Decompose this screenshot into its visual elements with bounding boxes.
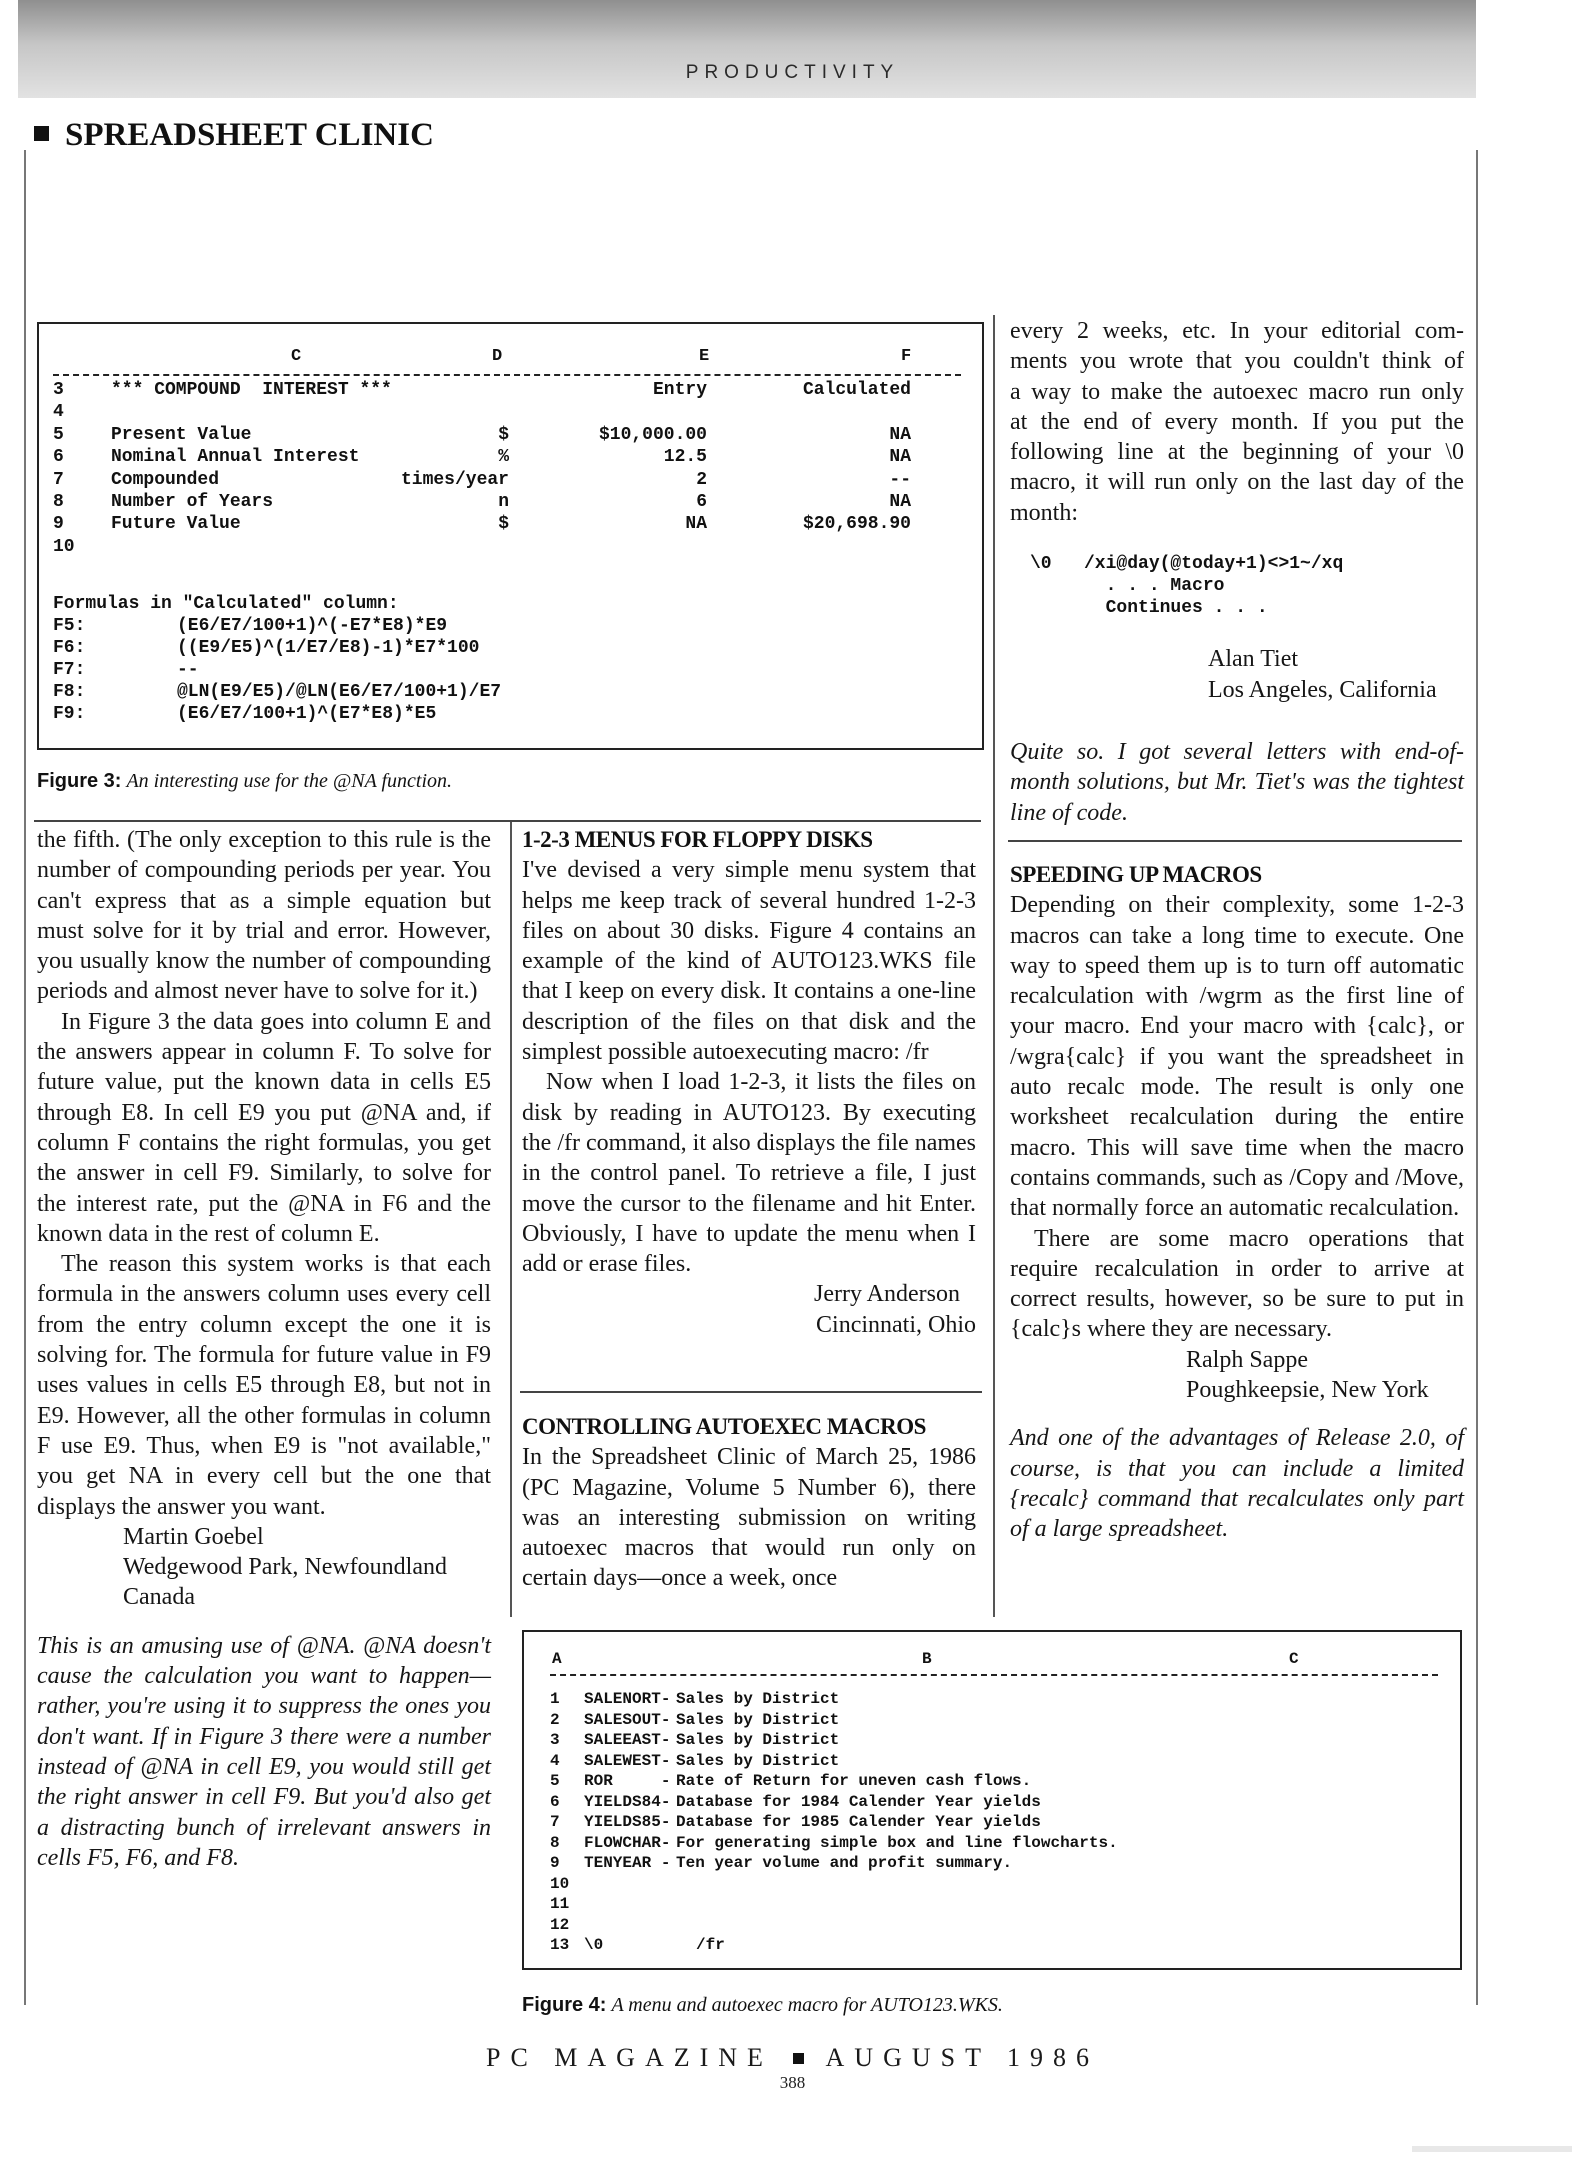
fig4-colheader-c: C [1289, 1650, 1299, 1668]
page-footer [0, 2043, 1585, 2073]
macro-code-snippet [1030, 554, 1460, 634]
fig3-row-calc: NA [889, 492, 911, 512]
fig4-row-filename: SALENORT- [584, 1690, 671, 1708]
fig3-row-unit: $ [498, 424, 509, 445]
letter-signature-tiet [1208, 644, 1478, 706]
fig3-row-number: 10 [53, 536, 75, 557]
fig4-row-description: Sales by District [676, 1710, 840, 1729]
fig3-row-label: Compounded [111, 469, 220, 490]
letter-line: every 2 weeks, etc. In your editorial com- [1010, 318, 1464, 344]
fig4-row-description: /fr [696, 1936, 725, 1954]
col2-paragraph-3: In the Spreadsheet Clinic of March 25, 1986 (PC Magazine, Volume 5 Number 6), there was an interesting submission on writing autoexec macros that would run only on certain days—once a week, once [522, 1444, 976, 1592]
right-page-rule [1476, 150, 1478, 2005]
fig4-row-filename: TENYEAR - [584, 1854, 671, 1872]
fig3-colheader-e: E [699, 347, 710, 366]
fig3-row-entry: 2 [696, 469, 707, 490]
fig3-formula-cell: F6: [53, 638, 86, 658]
figure4-caption [522, 1994, 1003, 2017]
fig3-row-number: 4 [53, 402, 64, 423]
fig4-row-number: 2 [550, 1710, 560, 1729]
fig4-colheader-b: B [922, 1650, 932, 1668]
macro-code-line-1: \0 /xi@day(@today+1)<>1~/xq [1030, 554, 1344, 574]
page-number: 388 [779, 2073, 806, 2092]
fig4-row-number: 11 [550, 1895, 570, 1913]
column-title-text: SPREADSHEET CLINIC [65, 117, 434, 153]
body-column-3 [1010, 860, 1464, 1545]
fig4-row-number: 7 [550, 1813, 560, 1831]
fig3-formula-cell: F8: [53, 682, 86, 702]
letter-line: macro, it will run only on the last day of the [1010, 469, 1464, 496]
fig3-row-number: 8 [53, 492, 64, 512]
figure4-spreadsheet [522, 1630, 1462, 1970]
editor-reply-goebel: This is an amusing use of @NA. @NA doesn't cause the calculation you want to happen—rather, you're using it to suppress the ones you don't want. If in Figure 3 there were a number instead of @NA in cell E9, you would still get the right answer in cell F9. But you'd also get a distracting bunch of irrelevant answers in cells F5, F6, and F8. [37, 1632, 491, 1871]
signature-place: Poughkeepsie, New York [1186, 1377, 1429, 1404]
left-page-rule [24, 150, 26, 2005]
fig3-formula-cell: F9: [53, 704, 86, 724]
footer-square-icon [793, 2053, 804, 2064]
figure3-caption-label: Figure 3: [37, 770, 122, 792]
bullet-square-icon [34, 126, 49, 141]
fig4-row-description: Sales by District [676, 1751, 840, 1770]
fig3-row-label: Future Value [111, 514, 241, 535]
fig4-row-number: 10 [550, 1874, 570, 1893]
rule-col3-top [1008, 840, 1462, 842]
fig4-dashed-rule [550, 1674, 1438, 1676]
fig4-row-number: 5 [550, 1772, 560, 1790]
fig3-row-number: 6 [53, 447, 64, 468]
fig4-row-number: 8 [550, 1833, 560, 1852]
fig3-row-entry: Entry [652, 380, 707, 400]
letter-autoexec-continued [1010, 316, 1464, 528]
letter-line: following line at the beginning of your \0 [1010, 439, 1464, 466]
fig3-row-entry: NA [685, 514, 707, 535]
editor-reply-text: Quite so. I got several letters with end-of-month solutions, but Mr. Tiet's was the tightest line of code. [1010, 739, 1464, 826]
figure3-spreadsheet [37, 322, 984, 750]
fig3-row-label: *** COMPOUND INTEREST *** [111, 380, 392, 400]
fig4-row-number: 1 [550, 1690, 560, 1708]
fig4-row-number: 9 [550, 1854, 560, 1872]
fig3-row-calc: NA [889, 424, 911, 445]
column-title [34, 117, 434, 154]
fig4-row-description: Sales by District [676, 1731, 840, 1749]
col3-paragraph-2: There are some macro operations that require recalculation in order to arrive at correct results, however, so be sure to put in {calc}s where they are necessary. [1010, 1225, 1464, 1343]
col1-paragraph-1: the fifth. (The only exception to this rule is the number of compounding periods per year. You can't express that as a simple equation but must solve for it by trial and error. However, you usually know the number of compounding periods and almost never have to solve for it.) [37, 827, 491, 1005]
signature-place: Wedgewood Park, Newfoundland [123, 1554, 447, 1581]
fig3-row-unit: times/year [400, 469, 509, 490]
fig4-row-number: 12 [550, 1915, 570, 1934]
signature-name: Alan Tiet [1208, 646, 1299, 672]
fig3-row-unit: % [498, 447, 509, 468]
letter-line: month: [1010, 499, 1079, 526]
section-heading-menus: 1-2-3 MENUS FOR FLOPPY DISKS [522, 827, 873, 852]
fig3-dashed-rule [53, 374, 961, 376]
fig3-row-label: Present Value [111, 424, 252, 445]
fig3-formula-cell: F5: [53, 616, 86, 636]
col1-paragraph-3: The reason this system works is that each formula in the answers column uses every cell from the entry column except the one it is solving for. The formula for future value in F9 uses values in cells E5 through E8, but not in E9. However, all the other formulas in column F use E9. Thus, when E9 is "not available," you get NA in every cell but the one that displays the answer you want. [37, 1251, 491, 1520]
signature-name: Jerry Anderson [814, 1281, 960, 1308]
fig3-row-unit: $ [498, 514, 509, 535]
rule-col2-mid [520, 1391, 982, 1393]
fig3-formula-expression: (E6/E7/100+1)^(E7*E8)*E5 [177, 704, 437, 724]
figure3-caption-text: An interesting use for the @NA function. [126, 770, 453, 792]
signature-place: Cincinnati, Ohio [816, 1311, 976, 1338]
fig3-row-label: Number of Years [111, 492, 274, 512]
signature-place: Los Angeles, California [1208, 677, 1437, 703]
fig3-colheader-c: C [291, 347, 302, 366]
fig4-row-filename: SALEEAST- [584, 1731, 671, 1749]
col3-paragraph-1: Depending on their complexity, some 1-2-3 macros can take a long time to execute. One way to speed them up is to turn off automatic recalculation with /wgrm as the first line of your macro. End your macro with {calc}, or /wgra{calc} if you want the spreadsheet in auto recalc mode. The result is only one worksheet recalculation during the entire macro. This will save time when the macro contains commands, such as /Copy and /Move, that normally force an automatic recalculation. [1010, 892, 1464, 1222]
fig4-row-filename: FLOWCHAR- [584, 1833, 671, 1852]
editor-reply-sappe: And one of the advantages of Release 2.0, of course, is that you can include a limited {recalc} command that recalculates only part of a large spreadsheet. [1010, 1425, 1464, 1543]
section-heading-autoexec: CONTROLLING AUTOEXEC MACROS [522, 1414, 926, 1439]
fig4-row-description: Ten year volume and profit summary. [676, 1854, 1013, 1872]
letter-lines [1010, 316, 1464, 528]
col2-paragraph-2: Now when I load 1-2-3, it lists the files on disk by reading in AUTO123. By executing the /fr command, it also displays the file names in the control panel. To retrieve a file, I just move the cursor to the filename and hit Enter. Obviously, I have to update the menu when I add or erase files. [522, 1069, 976, 1278]
scan-edge-mark [1412, 2146, 1572, 2152]
fig4-row-filename: \0 [584, 1936, 604, 1954]
letter-line: ments you wrote that you couldn't think of [1010, 348, 1464, 375]
fig4-row-filename: SALEWEST- [584, 1751, 671, 1770]
col1-paragraph-2: In Figure 3 the data goes into column E and the answers appear in column F. To solve for future value, put the known data in cells E5 through E8. In cell E9 you put @NA and, if column F contains the right formulas, you get the answer in cell F9. Similarly, to solve for the interest rate, put the @NA in F6 and the known data in the rest of column E. [37, 1008, 491, 1247]
letter-line: at the end of every month. If you put the [1010, 408, 1464, 435]
fig3-colheader-d: D [492, 347, 503, 366]
footer-magazine: PC MAGAZINE [485, 2043, 773, 2072]
fig3-formulas-heading: Formulas in "Calculated" column: [53, 594, 399, 614]
footer-issue: AUGUST 1986 [825, 2043, 1099, 2072]
fig3-row-number: 3 [53, 380, 64, 400]
figure4-caption-label: Figure 4: [522, 1994, 607, 2016]
fig4-row-number: 6 [550, 1792, 560, 1811]
fig3-row-entry: $10,000.00 [598, 424, 707, 445]
macro-code-line-2: . . . Macro [1030, 576, 1225, 596]
fig3-formula-cell: F7: [53, 660, 86, 680]
fig3-row-calc: $20,698.90 [802, 514, 911, 535]
fig4-row-description: Rate of Return for uneven cash flows. [676, 1772, 1032, 1790]
fig3-row-number: 5 [53, 424, 64, 445]
fig3-row-calc: -- [889, 469, 911, 490]
fig3-row-calc: NA [889, 447, 911, 468]
fig3-colheader-f: F [901, 347, 912, 366]
fig4-row-number: 4 [550, 1751, 560, 1770]
fig4-row-description: Database for 1985 Calender Year yields [676, 1813, 1041, 1831]
signature-name: Ralph Sappe [1186, 1346, 1308, 1373]
body-column-2-lower [522, 1412, 976, 1594]
fig3-row-number: 7 [53, 469, 64, 490]
fig3-row-unit: n [498, 492, 509, 512]
fig3-row-calc: Calculated [802, 380, 911, 400]
fig4-row-number: 3 [550, 1731, 560, 1749]
figure3-caption [37, 770, 452, 793]
fig3-formula-expression: @LN(E9/E5)/@LN(E6/E7/100+1)/E7 [177, 682, 502, 702]
fig4-colheader-a: A [552, 1650, 562, 1668]
editor-reply-tiet [1010, 737, 1464, 828]
fig4-row-filename: YIELDS84- [584, 1792, 671, 1811]
fig3-row-label: Nominal Annual Interest [111, 447, 360, 468]
macro-code-line-3: Continues . . . [1030, 598, 1268, 618]
section-label: PRODUCTIVITY [685, 62, 900, 83]
fig4-row-filename: YIELDS85- [584, 1813, 671, 1831]
signature-country: Canada [123, 1584, 195, 1611]
fig4-row-description: For generating simple box and line flowcharts. [676, 1833, 1118, 1852]
fig4-row-filename: ROR - [584, 1772, 671, 1790]
fig3-row-entry: 6 [696, 492, 707, 512]
fig3-formula-expression: ((E9/E5)^(1/E7/E8)-1)*E7*100 [177, 638, 480, 658]
figure4-caption-text: A menu and autoexec macro for AUTO123.WKS. [611, 1994, 1003, 2016]
fig3-row-number: 9 [53, 514, 64, 535]
fig4-row-description: Database for 1984 Calender Year yields [676, 1792, 1041, 1811]
fig3-formula-expression: (E6/E7/100+1)^(-E7*E8)*E9 [177, 616, 448, 636]
fig3-row-entry: 12.5 [663, 447, 707, 468]
letter-line: a way to make the autoexec macro run only [1010, 378, 1464, 405]
fig3-formula-expression: -- [177, 660, 199, 680]
rule-under-figure3 [34, 820, 981, 822]
signature-name: Martin Goebel [123, 1523, 264, 1550]
gutter-rule-2 [993, 315, 995, 1617]
body-column-2 [522, 825, 976, 1340]
fig4-row-number: 13 [550, 1936, 570, 1954]
section-heading-speeding: SPEEDING UP MACROS [1010, 862, 1262, 887]
gutter-rule-1 [510, 822, 512, 1617]
body-column-1 [37, 825, 491, 1873]
col2-paragraph-1: I've devised a very simple menu system that helps me keep track of several hundred 1-2-3 files on about 30 disks. Figure 4 contains an example of the kind of AUTO123.WKS file that I keep on every disk. It contains a one-line description of the files on that disk and the simplest possible autoexecuting macro: /fr [522, 857, 976, 1066]
fig4-row-filename: SALESOUT- [584, 1710, 671, 1729]
fig4-row-description: Sales by District [676, 1690, 840, 1708]
